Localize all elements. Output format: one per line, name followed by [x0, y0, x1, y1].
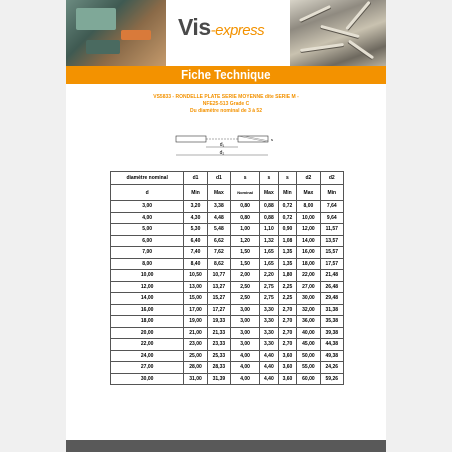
table-row [111, 235, 344, 247]
table-cell: 21,00 [184, 327, 207, 339]
table-cell: 32,00 [297, 304, 320, 316]
table-cell: 14,00 [111, 293, 184, 305]
table-row [111, 350, 344, 362]
table-cell: 3,00 [111, 201, 184, 213]
table-cell: 4,30 [184, 212, 207, 224]
table-cell: 24,26 [320, 362, 343, 374]
col-subheader: Nominal [231, 185, 260, 201]
product-description [66, 94, 386, 115]
table-cell: 9,64 [320, 212, 343, 224]
table-cell: 11,57 [320, 224, 343, 236]
table-row [111, 201, 344, 213]
table-cell: 22,00 [111, 339, 184, 351]
table-cell: 35,38 [320, 316, 343, 328]
table-cell: 4,40 [260, 373, 279, 385]
table-cell: 17,27 [207, 304, 230, 316]
fiche-technique-banner [66, 66, 386, 84]
screw-shape [299, 5, 331, 22]
table-row [111, 258, 344, 270]
table-cell: 12,00 [297, 224, 320, 236]
hand-shape [121, 30, 151, 40]
table-cell: 7,62 [207, 247, 230, 259]
table-cell: 44,38 [320, 339, 343, 351]
col-subheader: Max [260, 185, 279, 201]
table-row [111, 281, 344, 293]
d2-label: d₂ [219, 150, 225, 156]
header-band [66, 0, 386, 66]
col-header: s [231, 172, 260, 185]
table-cell: 2,50 [231, 281, 260, 293]
table-cell: 2,20 [260, 270, 279, 282]
table-cell: 1,35 [278, 258, 297, 270]
table-cell: 19,33 [207, 316, 230, 328]
table-cell: 3,00 [231, 339, 260, 351]
table-cell: 0,80 [231, 201, 260, 213]
table-cell: 3,30 [260, 327, 279, 339]
table-cell: 16,00 [297, 247, 320, 259]
brand-name-main: Vis [178, 14, 211, 40]
table-cell: 31,00 [184, 373, 207, 385]
table-cell: 49,38 [320, 350, 343, 362]
table-cell: 18,00 [297, 258, 320, 270]
table-row [111, 327, 344, 339]
table-row [111, 362, 344, 374]
table-cell: 4,40 [260, 350, 279, 362]
table-cell: 0,72 [278, 201, 297, 213]
table-cell: 0,88 [260, 201, 279, 213]
screw-shape [300, 43, 344, 52]
table-cell: 19,00 [184, 316, 207, 328]
table-cell: 1,35 [278, 247, 297, 259]
table-row [111, 270, 344, 282]
table-cell: 60,00 [297, 373, 320, 385]
table-cell: 7,00 [111, 247, 184, 259]
table-cell: 13,57 [320, 235, 343, 247]
toolbox-shape [76, 8, 116, 30]
table-cell: 2,50 [231, 293, 260, 305]
table-cell: 15,00 [184, 293, 207, 305]
table-cell: 5,30 [184, 224, 207, 236]
table-cell: 2,70 [278, 316, 297, 328]
col-header: diamètre nominal [111, 172, 184, 185]
table-cell: 8,00 [111, 258, 184, 270]
table-cell: 3,30 [260, 304, 279, 316]
table-cell: 1,65 [260, 258, 279, 270]
col-header: d2 [320, 172, 343, 185]
table-cell: 3,00 [231, 316, 260, 328]
tray-shape [86, 40, 120, 54]
table-row [111, 339, 344, 351]
table-cell: 40,00 [297, 327, 320, 339]
table-cell: 27,00 [111, 362, 184, 374]
table-row [111, 373, 344, 385]
table-cell: 10,00 [111, 270, 184, 282]
table-cell: 1,10 [260, 224, 279, 236]
washer-section-diagram [174, 126, 274, 160]
table-cell: 27,00 [297, 281, 320, 293]
table-cell: 16,00 [111, 304, 184, 316]
description-line-2: NFE25-513 Grade C [202, 101, 250, 107]
table-cell: 2,75 [260, 293, 279, 305]
description-line-3: Du diamètre nominal de 3 à 52 [190, 108, 262, 114]
col-subheader: Min [184, 185, 207, 201]
table-cell: 3,60 [278, 373, 297, 385]
table-cell: 17,57 [320, 258, 343, 270]
table-cell: 3,00 [231, 304, 260, 316]
table-cell: 8,62 [207, 258, 230, 270]
screws-photo [290, 0, 386, 66]
table-cell: 1,20 [231, 235, 260, 247]
table-cell: 4,48 [207, 212, 230, 224]
table-cell: 25,33 [207, 350, 230, 362]
table-cell: 17,00 [184, 304, 207, 316]
col-subheader: d [111, 185, 184, 201]
screw-shape [320, 25, 359, 38]
table-row [111, 224, 344, 236]
table-cell: 3,30 [260, 316, 279, 328]
col-header: d1 [207, 172, 230, 185]
table-cell: 24,00 [111, 350, 184, 362]
table-cell: 1,08 [278, 235, 297, 247]
table-cell: 28,00 [184, 362, 207, 374]
table-cell: 10,50 [184, 270, 207, 282]
col-subheader: Max [297, 185, 320, 201]
table-row [111, 316, 344, 328]
table-cell: 1,80 [278, 270, 297, 282]
table-cell: 25,00 [184, 350, 207, 362]
table-cell: 4,00 [111, 212, 184, 224]
table-cell: 2,00 [231, 270, 260, 282]
table-cell: 29,48 [320, 293, 343, 305]
table-cell: 55,00 [297, 362, 320, 374]
table-cell: 1,50 [231, 258, 260, 270]
table-cell: 22,00 [297, 270, 320, 282]
col-subheader: Max [207, 185, 230, 201]
table-cell: 20,00 [111, 327, 184, 339]
table-cell: 4,00 [231, 350, 260, 362]
table-cell: 0,80 [231, 212, 260, 224]
col-subheader: Min [278, 185, 297, 201]
table-row [111, 304, 344, 316]
banner-title: Fiche Technique [181, 67, 271, 82]
table-cell: 2,70 [278, 339, 297, 351]
table-cell: 8,00 [297, 201, 320, 213]
table-cell: 8,40 [184, 258, 207, 270]
table-cell: 14,00 [297, 235, 320, 247]
table-cell: 3,30 [260, 339, 279, 351]
table-cell: 15,57 [320, 247, 343, 259]
table-cell: 4,40 [260, 362, 279, 374]
table-cell: 2,70 [278, 327, 297, 339]
footer-bar [66, 440, 386, 452]
col-header: d1 [184, 172, 207, 185]
table-row [111, 293, 344, 305]
table-cell: 30,00 [111, 373, 184, 385]
table-cell: 6,40 [184, 235, 207, 247]
table-cell: 18,00 [111, 316, 184, 328]
table-header-row [111, 172, 344, 185]
workbench-photo [66, 0, 166, 66]
table-cell: 30,00 [297, 293, 320, 305]
table-cell: 3,38 [207, 201, 230, 213]
brand-logo[interactable] [178, 14, 264, 41]
table-cell: 0,72 [278, 212, 297, 224]
washer-left-section [176, 136, 206, 142]
col-subheader: Min [320, 185, 343, 201]
table-body [111, 201, 344, 385]
technical-sheet [66, 0, 386, 452]
table-cell: 0,88 [260, 212, 279, 224]
table-cell: 10,00 [297, 212, 320, 224]
table-cell: 5,00 [111, 224, 184, 236]
table-cell: 21,48 [320, 270, 343, 282]
table-cell: 1,50 [231, 247, 260, 259]
table-cell: 5,48 [207, 224, 230, 236]
table-cell: 2,25 [278, 281, 297, 293]
table-cell: 31,39 [207, 373, 230, 385]
table-cell: 31,38 [320, 304, 343, 316]
table-subheader-row [111, 185, 344, 201]
col-header: s [278, 172, 297, 185]
table-cell: 13,00 [184, 281, 207, 293]
table-cell: 1,32 [260, 235, 279, 247]
table-cell: 23,33 [207, 339, 230, 351]
table-cell: 3,60 [278, 362, 297, 374]
table-cell: 6,62 [207, 235, 230, 247]
table-cell: 39,38 [320, 327, 343, 339]
washer-dimensions-table [110, 171, 344, 385]
table-cell: 59,26 [320, 373, 343, 385]
table-cell: 6,00 [111, 235, 184, 247]
table-cell: 36,00 [297, 316, 320, 328]
table-cell: 0,90 [278, 224, 297, 236]
table-cell: 4,00 [231, 373, 260, 385]
table-row [111, 212, 344, 224]
table-cell: 10,77 [207, 270, 230, 282]
table-cell: 3,60 [278, 350, 297, 362]
table-cell: 50,00 [297, 350, 320, 362]
table-cell: 7,40 [184, 247, 207, 259]
table-cell: 45,00 [297, 339, 320, 351]
table-cell: 2,70 [278, 304, 297, 316]
table-cell: 26,48 [320, 281, 343, 293]
table-cell: 13,27 [207, 281, 230, 293]
col-header: d2 [297, 172, 320, 185]
table-cell: 3,20 [184, 201, 207, 213]
screw-shape [345, 1, 370, 31]
d1-label: d₁ [219, 142, 225, 148]
table-cell: 4,00 [231, 362, 260, 374]
table-cell: 7,64 [320, 201, 343, 213]
table-cell: 1,00 [231, 224, 260, 236]
table-cell: 2,75 [260, 281, 279, 293]
description-line-1: VS5833 - RONDELLE PLATE SERIE MOYENNE dite SERIE M - [153, 94, 299, 100]
screw-shape [348, 40, 374, 60]
col-header: s [260, 172, 279, 185]
table-cell: 23,00 [184, 339, 207, 351]
table-cell: 12,00 [111, 281, 184, 293]
brand-name-accent: -express [210, 22, 265, 39]
table-row [111, 247, 344, 259]
s-label: s [271, 137, 273, 142]
table-cell: 15,27 [207, 293, 230, 305]
table-cell: 2,25 [278, 293, 297, 305]
table-cell: 3,00 [231, 327, 260, 339]
table-cell: 28,33 [207, 362, 230, 374]
table-cell: 1,65 [260, 247, 279, 259]
table-cell: 21,33 [207, 327, 230, 339]
